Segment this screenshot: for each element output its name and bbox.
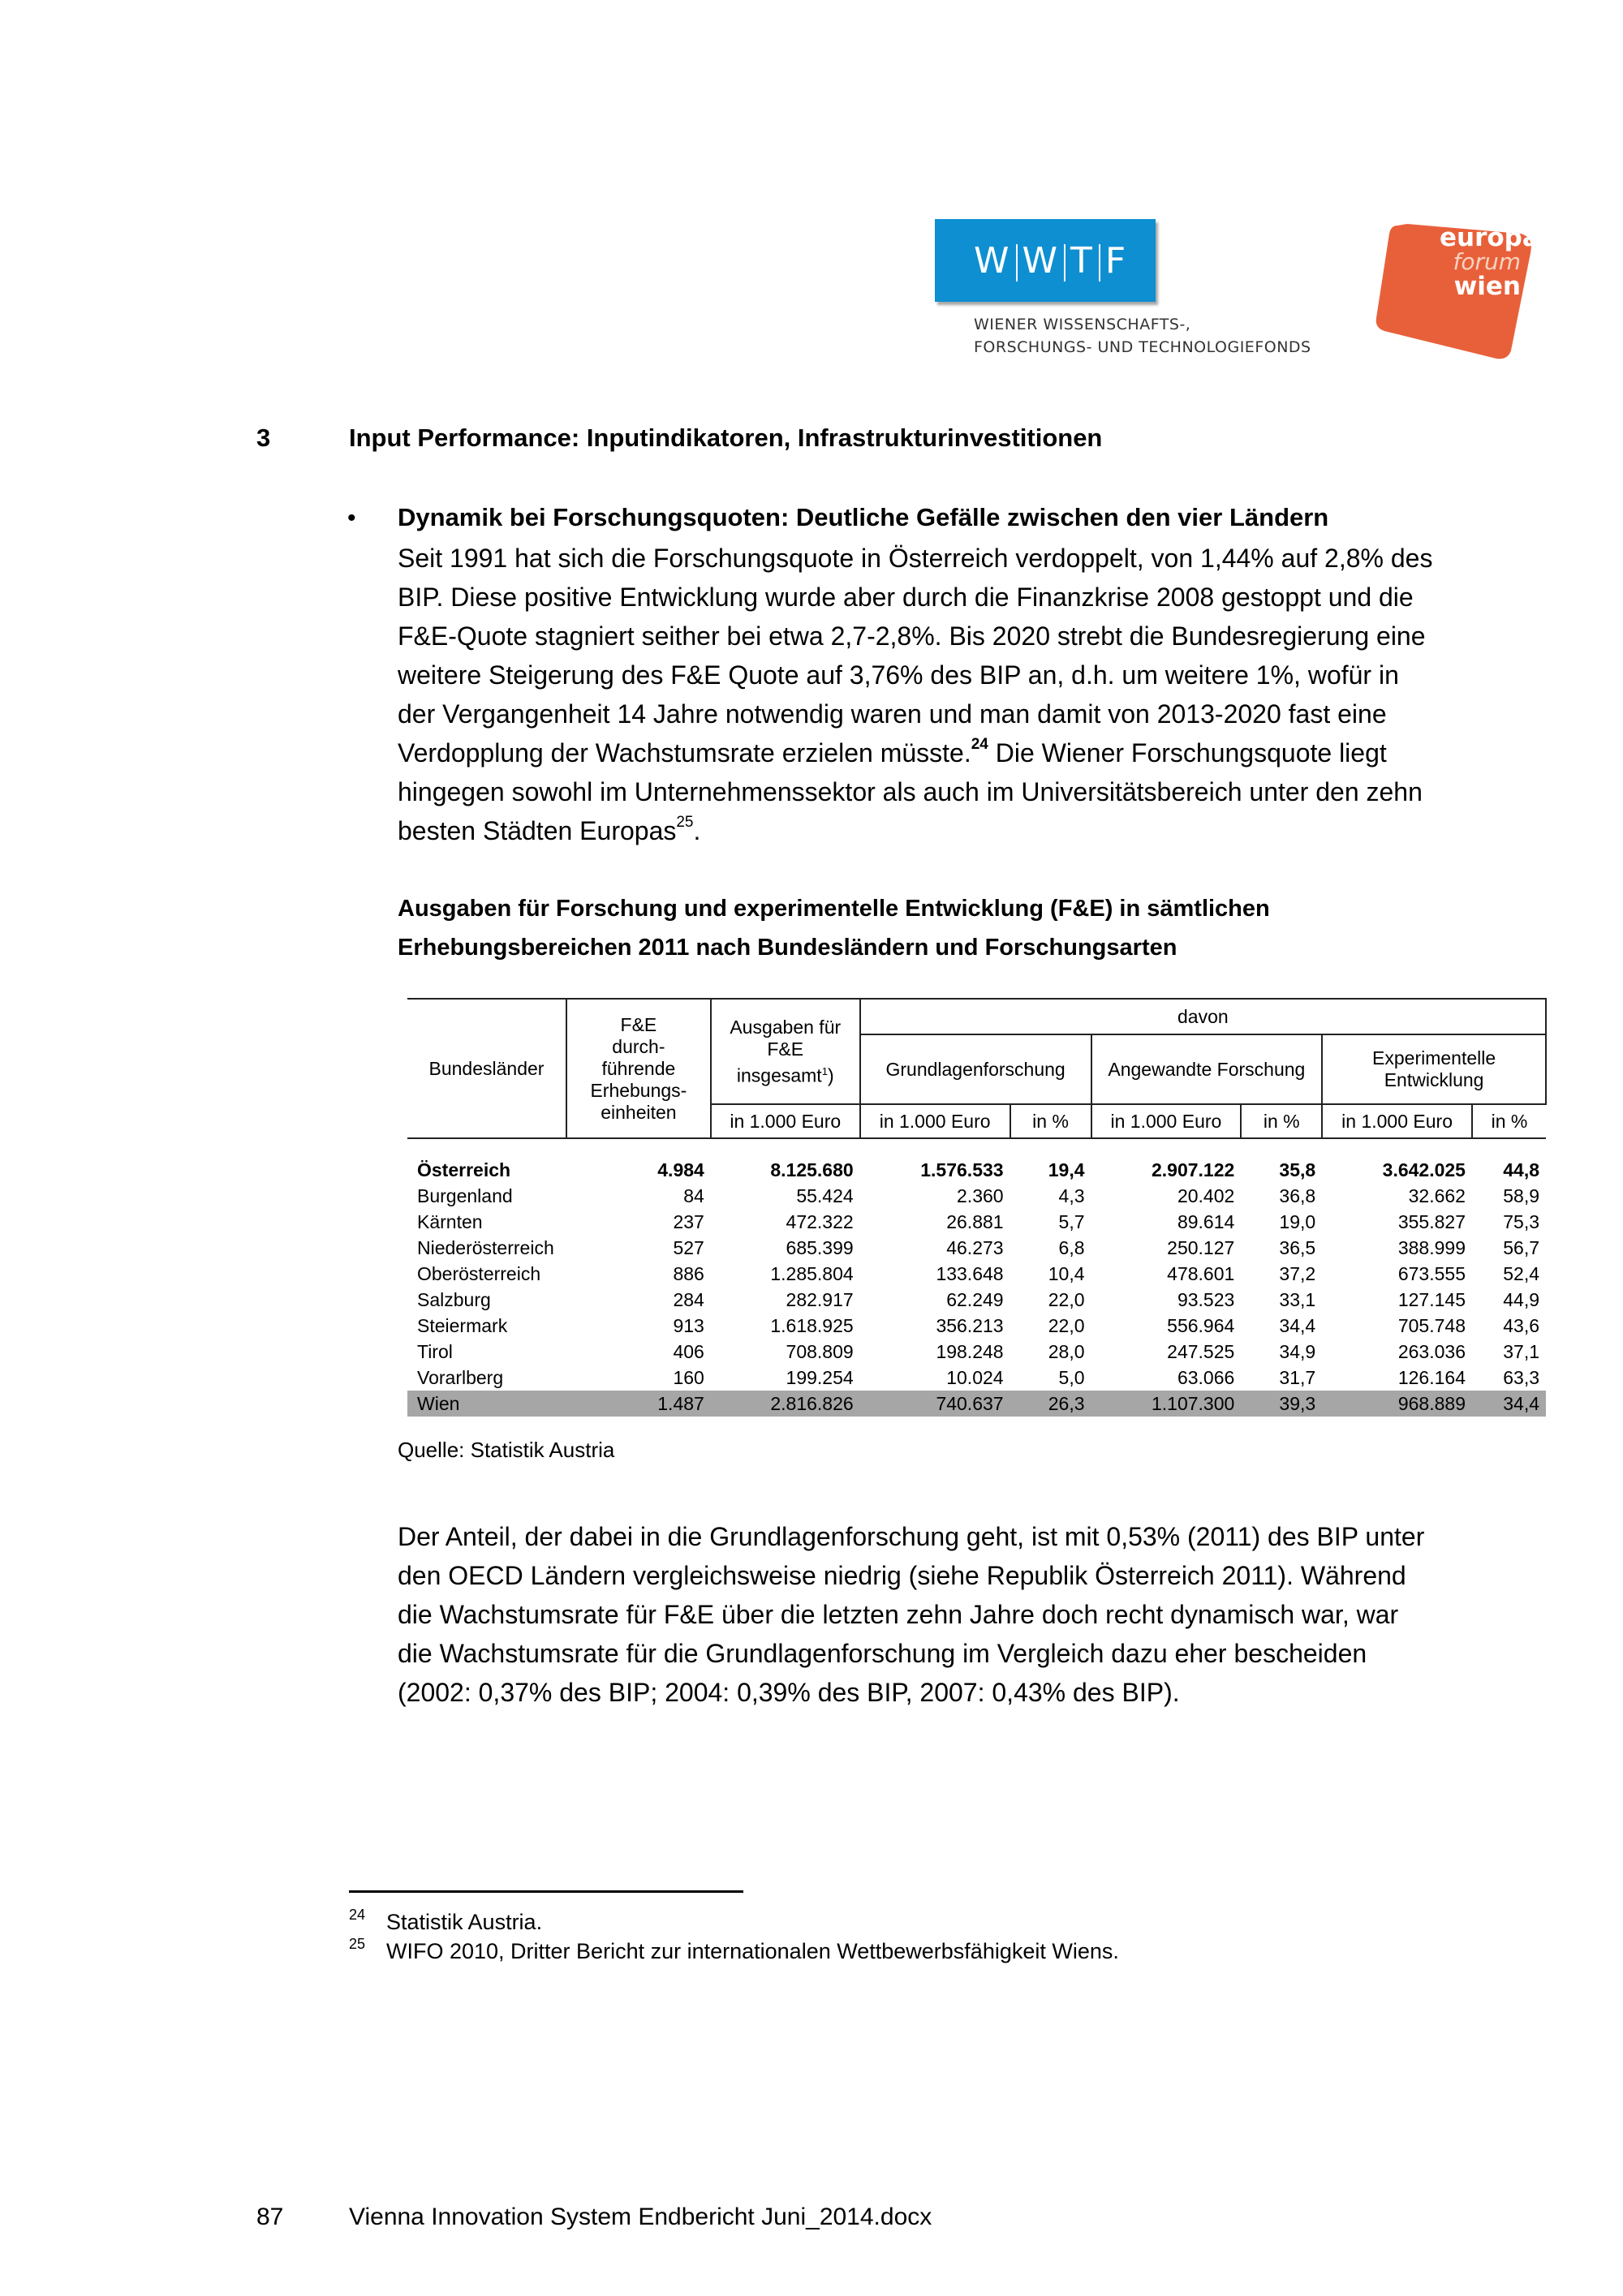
footnote-number: 24 <box>349 1907 366 1923</box>
cell-gf-pct: 22,0 <box>1048 1289 1085 1310</box>
wwtf-logo <box>935 219 1156 302</box>
cell-total: 199.254 <box>786 1367 854 1388</box>
table-caption-line2: Erhebungsbereichen 2011 nach Bundesländern und Forschungsarten <box>398 935 1177 961</box>
paragraph-line: F&E-Quote stagniert seither bei etwa 2,7-2,8%. Bis 2020 strebt die Bundesregierung eine <box>398 621 1426 651</box>
footnote-separator <box>349 1890 743 1893</box>
cell-af-pct: 36,5 <box>1279 1237 1316 1258</box>
table-caption-line1: Ausgaben für Forschung und experimentelle Entwicklung (F&E) in sämtlichen <box>398 896 1270 922</box>
header-text: ) <box>827 1064 834 1086</box>
logo-word-forum: forum <box>1453 248 1521 275</box>
header-text: Erhebungs- <box>590 1079 687 1101</box>
footnote-ref-1: 1 <box>821 1064 828 1077</box>
logo-separator <box>1099 244 1100 282</box>
cell-gf-pct: 19,4 <box>1048 1159 1085 1180</box>
cell-af: 247.525 <box>1167 1341 1235 1362</box>
cell-gf-pct: 5,0 <box>1058 1367 1085 1388</box>
cell-ee: 127.145 <box>1397 1289 1466 1310</box>
cell-gf: 2.360 <box>957 1185 1004 1206</box>
paragraph-line: (2002: 0,37% des BIP; 2004: 0,39% des BIP, 2007: 0,43% des BIP). <box>398 1678 1180 1707</box>
paragraph-line: Seit 1991 hat sich die Forschungsquote in Österreich verdoppelt, von 1,44% auf 2,8% des <box>398 544 1433 573</box>
footnote-text: Statistik Austria. <box>386 1910 543 1934</box>
wwtf-letter: W <box>974 239 1011 282</box>
cell-gf: 26.881 <box>946 1211 1004 1232</box>
unit-af-euro: in 1.000 Euro <box>1091 1104 1242 1138</box>
cell-name: Österreich <box>417 1159 511 1180</box>
cell-total: 8.125.680 <box>770 1159 854 1180</box>
cell-gf-pct: 28,0 <box>1048 1341 1085 1362</box>
bullet-heading: Dynamik bei Forschungsquoten: Deutliche Gefälle zwischen den vier Ländern <box>398 503 1329 531</box>
document-title: Vienna Innovation System Endbericht Juni_2014.docx <box>349 2204 932 2230</box>
paragraph-line: Der Anteil, der dabei in die Grundlagenforschung geht, ist mit 0,53% (2011) des BIP unter <box>398 1522 1425 1551</box>
bullet-icon: • <box>347 505 356 531</box>
paragraph-line: BIP. Diese positive Entwicklung wurde aber durch die Finanzkrise 2008 gestoppt und die <box>398 583 1414 612</box>
cell-ee-pct: 56,7 <box>1503 1237 1539 1258</box>
cell-ee: 705.748 <box>1397 1315 1466 1336</box>
cell-ee-pct: 43,6 <box>1503 1315 1539 1336</box>
table-caption <box>398 889 1270 967</box>
cell-gf: 740.637 <box>860 1391 1010 1417</box>
paragraph-line <box>398 811 1566 850</box>
cell-units: 237 <box>673 1211 704 1232</box>
cell-name: Vorarlberg <box>417 1367 504 1388</box>
cell-af-pct: 34,9 <box>1279 1341 1316 1362</box>
cell-units: 1.487 <box>566 1391 711 1417</box>
cell-name: Wien <box>407 1391 566 1417</box>
cell-gf-pct: 6,8 <box>1058 1237 1085 1258</box>
wwtf-letter: W <box>1022 239 1060 282</box>
table-source: Quelle: Statistik Austria <box>398 1438 615 1462</box>
cell-af: 89.614 <box>1177 1211 1235 1232</box>
wwtf-logo-subtitle <box>974 313 1311 359</box>
table-row <box>407 1365 1546 1391</box>
cell-total: 55.424 <box>796 1185 854 1206</box>
cell-units: 527 <box>673 1237 704 1258</box>
footnote-number: 25 <box>349 1936 366 1952</box>
cell-af-pct: 37,2 <box>1279 1263 1316 1284</box>
cell-af-pct: 31,7 <box>1279 1367 1316 1388</box>
europaforum-logo-text <box>1440 223 1539 301</box>
unit-ee-euro: in 1.000 Euro <box>1322 1104 1472 1138</box>
logo-word-europa: europa <box>1440 223 1539 252</box>
table-row <box>407 1209 1546 1235</box>
footnote-ref-25[interactable]: 25 <box>676 814 694 831</box>
paragraph-line: hingegen sowohl im Unternehmenssektor als auch im Universitätsbereich unter den zehn <box>398 777 1423 806</box>
header-units <box>566 999 711 1138</box>
cell-ee: 126.164 <box>1397 1367 1466 1388</box>
cell-name: Kärnten <box>417 1211 483 1232</box>
cell-gf: 133.648 <box>936 1263 1004 1284</box>
header-angewandte-forschung: Angewandte Forschung <box>1091 1034 1323 1104</box>
cell-total: 1.618.925 <box>770 1315 854 1336</box>
header-text: F&E <box>620 1013 657 1035</box>
logo-separator <box>1064 244 1065 282</box>
unit-af-pct: in % <box>1241 1104 1322 1138</box>
wwtf-logo-letters <box>974 240 1127 282</box>
wwtf-letter: F <box>1104 239 1128 282</box>
cell-ee-pct: 63,3 <box>1503 1367 1539 1388</box>
cell-name: Tirol <box>417 1341 453 1362</box>
header-text: durch- <box>612 1035 665 1057</box>
table-body <box>407 1138 1546 1417</box>
cell-units: 160 <box>673 1367 704 1388</box>
cell-ee: 3.642.025 <box>1382 1159 1466 1180</box>
cell-units: 913 <box>673 1315 704 1336</box>
cell-name: Burgenland <box>417 1185 513 1206</box>
header-text: einheiten <box>601 1101 677 1123</box>
chapter-number: 3 <box>256 424 271 452</box>
cell-units: 284 <box>673 1289 704 1310</box>
header-total-expenditure <box>711 999 860 1104</box>
text-span: Verdopplung der Wachstumsrate erzielen müsste. <box>398 738 971 767</box>
footnote-24 <box>349 1907 542 1935</box>
cell-ee: 32.662 <box>1408 1185 1466 1206</box>
footnote-text: WIFO 2010, Dritter Bericht zur internationalen Wettbewerbsfähigkeit Wiens. <box>386 1939 1119 1963</box>
header-text: F&E <box>767 1038 804 1060</box>
table-row <box>407 1235 1546 1261</box>
text-span: besten Städten Europas <box>398 816 677 845</box>
cell-total: 708.809 <box>786 1341 854 1362</box>
header-grundlagenforschung: Grundlagenforschung <box>860 1034 1091 1104</box>
logo-separator <box>1016 244 1018 282</box>
cell-total: 282.917 <box>786 1289 854 1310</box>
cell-gf: 46.273 <box>946 1237 1004 1258</box>
cell-af: 250.127 <box>1167 1237 1235 1258</box>
cell-gf: 1.576.533 <box>920 1159 1004 1180</box>
cell-ee: 968.889 <box>1322 1391 1472 1417</box>
cell-af: 20.402 <box>1177 1185 1235 1206</box>
header-text: Ausgaben für <box>730 1016 842 1038</box>
footnote-ref-24[interactable]: 24 <box>971 736 988 753</box>
paragraph-line: der Vergangenheit 14 Jahre notwendig waren und man damit von 2013-2020 fast eine <box>398 699 1387 729</box>
paragraph-basic-research <box>398 1517 1566 1712</box>
header-experimentelle-entwicklung <box>1322 1034 1546 1104</box>
cell-ee-pct: 44,8 <box>1503 1159 1539 1180</box>
cell-gf: 10.024 <box>946 1367 1004 1388</box>
cell-gf: 62.249 <box>946 1289 1004 1310</box>
cell-gf: 198.248 <box>936 1341 1004 1362</box>
footnote-25 <box>349 1936 1119 1964</box>
wwtf-subtitle-line2: FORSCHUNGS- UND TECHNOLOGIEFONDS <box>974 338 1311 356</box>
cell-af-pct: 19,0 <box>1279 1211 1316 1232</box>
unit-gf-euro: in 1.000 Euro <box>860 1104 1010 1138</box>
cell-gf: 356.213 <box>936 1315 1004 1336</box>
cell-name: Salzburg <box>417 1289 491 1310</box>
paragraph-line: die Wachstumsrate für F&E über die letzten zehn Jahre doch recht dynamisch war, war <box>398 1600 1399 1629</box>
chapter-title: Input Performance: Inputindikatoren, Infrastrukturinvestitionen <box>349 424 1103 452</box>
header-davon: davon <box>860 999 1546 1034</box>
cell-ee-pct: 34,4 <box>1472 1391 1546 1417</box>
unit-total-euro: in 1.000 Euro <box>711 1104 860 1138</box>
cell-ee-pct: 52,4 <box>1503 1263 1539 1284</box>
header-text: führende <box>601 1057 676 1079</box>
cell-gf-pct: 22,0 <box>1048 1315 1085 1336</box>
cell-name: Niederösterreich <box>417 1237 554 1258</box>
cell-ee-pct: 44,9 <box>1503 1289 1539 1310</box>
rd-expenditure-table <box>407 998 1547 1417</box>
cell-total: 685.399 <box>786 1237 854 1258</box>
text-span: Die Wiener Forschungsquote liegt <box>988 738 1387 767</box>
wwtf-letter: T <box>1070 239 1094 282</box>
table-row <box>407 1313 1546 1339</box>
header-text: Entwicklung <box>1384 1069 1484 1090</box>
unit-ee-pct: in % <box>1472 1104 1546 1138</box>
page-number: 87 <box>256 2204 284 2230</box>
cell-units: 406 <box>673 1341 704 1362</box>
table-row <box>407 1183 1546 1209</box>
cell-ee: 673.555 <box>1397 1263 1466 1284</box>
cell-total: 472.322 <box>786 1211 854 1232</box>
cell-af-pct: 35,8 <box>1279 1159 1316 1180</box>
bullet-paragraph <box>398 539 1566 850</box>
cell-af: 556.964 <box>1167 1315 1235 1336</box>
cell-units: 886 <box>673 1263 704 1284</box>
cell-ee: 263.036 <box>1397 1341 1466 1362</box>
header-text: insgesamt <box>736 1064 822 1086</box>
table-row <box>407 1287 1546 1313</box>
cell-af: 2.907.122 <box>1151 1159 1235 1180</box>
cell-ee-pct: 37,1 <box>1503 1341 1539 1362</box>
cell-af: 63.066 <box>1177 1367 1235 1388</box>
table-spacer <box>407 1138 1546 1157</box>
cell-af-pct: 36,8 <box>1279 1185 1316 1206</box>
cell-units: 84 <box>683 1185 704 1206</box>
header-text: Experimentelle <box>1372 1047 1496 1068</box>
cell-name: Steiermark <box>417 1315 508 1336</box>
text-span: . <box>693 816 701 845</box>
table-row <box>407 1157 1546 1183</box>
cell-gf-pct: 5,7 <box>1058 1211 1085 1232</box>
cell-ee: 355.827 <box>1397 1211 1466 1232</box>
header-text <box>717 1060 855 1087</box>
table-row <box>407 1261 1546 1287</box>
cell-units: 4.984 <box>657 1159 704 1180</box>
wwtf-subtitle-line1: WIENER WISSENSCHAFTS-, <box>974 316 1191 333</box>
cell-ee-pct: 58,9 <box>1503 1185 1539 1206</box>
cell-name: Oberösterreich <box>417 1263 541 1284</box>
cell-af: 93.523 <box>1177 1289 1235 1310</box>
cell-af: 478.601 <box>1167 1263 1235 1284</box>
cell-total: 1.285.804 <box>770 1263 854 1284</box>
cell-af-pct: 34,4 <box>1279 1315 1316 1336</box>
cell-ee-pct: 75,3 <box>1503 1211 1539 1232</box>
spacer-cell <box>407 1138 1546 1157</box>
logo-word-wien: wien <box>1453 272 1521 301</box>
table-row <box>407 1339 1546 1365</box>
table-row <box>407 1391 1546 1417</box>
cell-af-pct: 39,3 <box>1241 1391 1322 1417</box>
cell-total: 2.816.826 <box>711 1391 860 1417</box>
paragraph-line: die Wachstumsrate für die Grundlagenforschung im Vergleich dazu eher bescheiden <box>398 1639 1367 1668</box>
cell-ee: 388.999 <box>1397 1237 1466 1258</box>
cell-gf-pct: 4,3 <box>1058 1185 1085 1206</box>
header-bundeslaender: Bundesländer <box>407 999 566 1138</box>
unit-gf-pct: in % <box>1010 1104 1091 1138</box>
cell-gf-pct: 10,4 <box>1048 1263 1085 1284</box>
europaforum-wien-logo <box>1375 221 1537 360</box>
cell-gf-pct: 26,3 <box>1010 1391 1091 1417</box>
paragraph-line: den OECD Ländern vergleichsweise niedrig (siehe Republik Österreich 2011). Während <box>398 1561 1406 1590</box>
cell-af-pct: 33,1 <box>1279 1289 1316 1310</box>
paragraph-line <box>398 733 1566 772</box>
cell-af: 1.107.300 <box>1091 1391 1242 1417</box>
paragraph-line: weitere Steigerung des F&E Quote auf 3,76% des BIP an, d.h. um weitere 1%, wofür in <box>398 660 1399 690</box>
